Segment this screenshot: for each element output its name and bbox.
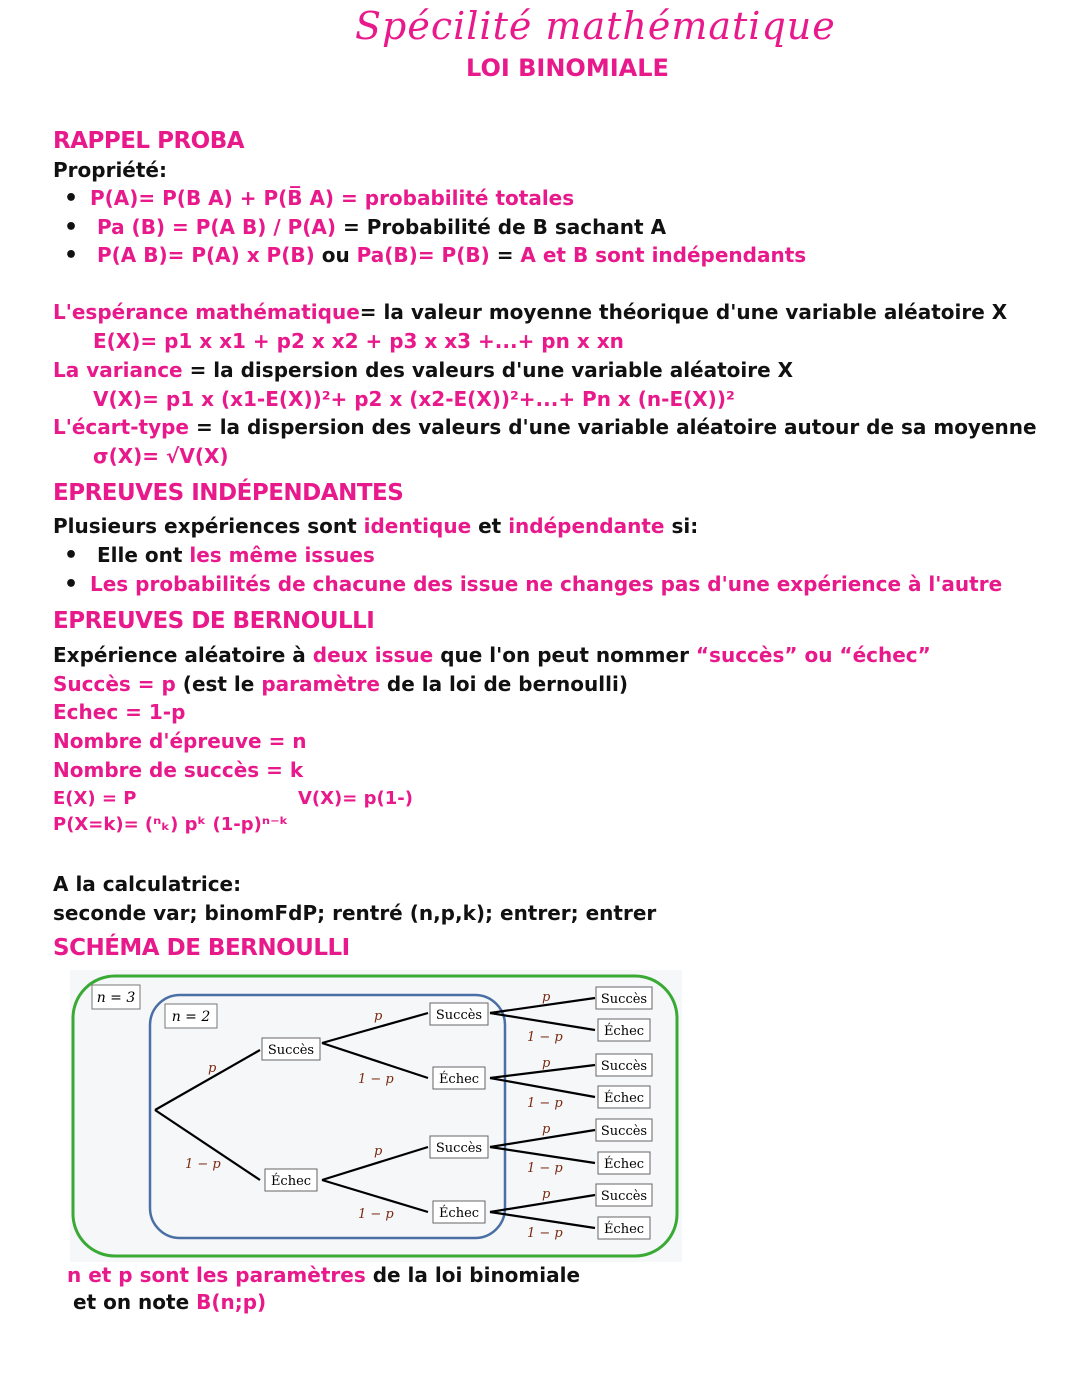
prob-q-1: 1 − p (185, 1157, 221, 1172)
section-bernoulli-heading: EPREUVES DE BERNOULLI (53, 608, 375, 634)
node-l3-1-label: Succès (600, 992, 648, 1007)
node-l3-6-label: Échec (603, 1157, 645, 1172)
section-rappel-heading: RAPPEL PROBA (53, 128, 245, 154)
section-independantes-heading: EPREUVES INDÉPENDANTES (53, 480, 404, 506)
ind-b2: Les probabilités de chacune des issue ne changes pas d'une expérience à l'autre (90, 572, 1003, 596)
page-subtitle: LOI BINOMIALE (466, 54, 669, 82)
n2-label: n = 2 (171, 1009, 211, 1025)
bern-l1-a: Expérience aléatoire à (53, 643, 306, 667)
bernoulli-nb-succes: Nombre de succès = k (53, 758, 304, 782)
node-l3-5-label: Succès (600, 1124, 648, 1139)
prob-p-3d: p (542, 1187, 551, 1202)
prob-p-2b: p (374, 1144, 383, 1159)
bern-l2-d: de la loi de bernoulli) (386, 672, 628, 696)
schema-footer-b: de la loi binomiale (372, 1263, 581, 1287)
ind-l1-a: Plusieurs expériences sont (53, 514, 357, 538)
bern-l1-b: deux issue (312, 643, 434, 667)
rappel-bullet-1 (64, 186, 574, 211)
variance-formula: V(X)= p1 x (x1-E(X))²+ p2 x (x2-E(X))²+...+ Pn x (n-E(X))² (93, 387, 735, 411)
ind-b1-b: les même issues (189, 543, 375, 567)
variance-def: = la dispersion des valeurs d'une variable aléatoire X (189, 358, 794, 382)
bernoulli-formula: P(X=k)= (ⁿₖ) pᵏ (1-p)ⁿ⁻ᵏ (53, 814, 289, 835)
ecart-type-line (53, 415, 1037, 439)
rappel-b2-formula: Pa (B) = P(A B) / P(A) (96, 215, 337, 239)
prob-p-3c: p (542, 1122, 551, 1137)
bern-l1-d: “succès” ou “échec” (695, 643, 931, 667)
node-l1-echec-label: Échec (270, 1174, 312, 1189)
prob-p-3a: p (542, 990, 551, 1005)
calc-steps: seconde var; binomFdP; rentré (n,p,k); entrer; entrer (53, 901, 657, 925)
variance-line (53, 358, 793, 382)
prob-p-1: p (208, 1061, 217, 1076)
rappel-b3-eq: = (496, 243, 514, 267)
ecart-type-term: L'écart-type (53, 415, 189, 439)
ind-l1-d: indépendante (508, 514, 665, 538)
bern-l2-b: (est le (182, 672, 255, 696)
prob-q-3c: 1 − p (527, 1161, 563, 1176)
rappel-b3-text: A et B sont indépendants (520, 243, 807, 267)
schema-footer-2 (73, 1290, 266, 1314)
prob-q-3d: 1 − p (527, 1226, 563, 1241)
node-l2-echec-1-label: Échec (438, 1072, 480, 1087)
schema-footer-d: B(n;p) (196, 1290, 267, 1314)
schema-footer-c: et on note (73, 1290, 190, 1314)
ind-l1-e: si: (671, 514, 699, 538)
rappel-b3-formula-1: P(A B)= P(A) x P(B) (96, 243, 315, 267)
rappel-b3-or: ou (321, 243, 350, 267)
page-title: Spécilité mathématique (355, 4, 836, 48)
prob-p-2a: p (374, 1009, 383, 1024)
rappel-b2-text: = Probabilité de B sachant A (343, 215, 667, 239)
prob-p-3b: p (542, 1056, 551, 1071)
node-l3-4-label: Échec (603, 1091, 645, 1106)
node-l3-2-label: Échec (603, 1024, 645, 1039)
node-l1-succes-label: Succès (267, 1043, 315, 1058)
node-l3-8-label: Échec (603, 1222, 645, 1237)
bernoulli-esperance: E(X) = P (53, 788, 137, 809)
bernoulli-tree-diagram (70, 970, 682, 1262)
rappel-bullet-3 (64, 243, 806, 268)
bernoulli-nb-epreuve: Nombre d'épreuve = n (53, 729, 307, 753)
bern-l2-c: paramètre (261, 672, 380, 696)
calc-label: A la calculatrice: (53, 872, 242, 896)
ecart-type-formula: σ(X)= √V(X) (93, 444, 229, 468)
bernoulli-line-1 (53, 643, 931, 667)
node-l2-echec-2-label: Échec (438, 1206, 480, 1221)
node-l3-3-label: Succès (600, 1059, 648, 1074)
rappel-bullet-2 (64, 215, 666, 240)
prob-q-2b: 1 − p (358, 1207, 394, 1222)
ecart-type-def: = la dispersion des valeurs d'une variable aléatoire autour de sa moyenne (195, 415, 1037, 439)
bern-l1-c: que l'on peut nommer (440, 643, 689, 667)
prob-q-2a: 1 − p (358, 1072, 394, 1087)
independantes-bullet-1 (64, 543, 375, 568)
rappel-b3-formula-2: Pa(B)= P(B) (356, 243, 490, 267)
section-schema-heading: SCHÉMA DE BERNOULLI (53, 935, 350, 961)
esperance-def: = la valeur moyenne théorique d'une variable aléatoire X (359, 300, 1008, 324)
variance-term: La variance (53, 358, 183, 382)
bernoulli-line-2 (53, 672, 628, 696)
bernoulli-echec: Echec = 1-p (53, 700, 186, 724)
schema-footer-1 (67, 1263, 580, 1287)
esperance-line (53, 300, 1007, 324)
n3-label: n = 3 (96, 990, 136, 1006)
ind-l1-c: et (478, 514, 502, 538)
schema-footer-a: n et p sont les paramètres (67, 1263, 366, 1287)
esperance-term: L'espérance mathématique (53, 300, 360, 324)
independantes-line-1 (53, 514, 698, 538)
bernoulli-variance: V(X)= p(1-) (298, 788, 413, 809)
node-l2-succes-2-label: Succès (435, 1141, 483, 1156)
rappel-b1-text: P(A)= P(B A) + P(B̅ A) = probabilité totales (90, 186, 575, 210)
node-l2-succes-1-label: Succès (435, 1008, 483, 1023)
independantes-bullet-2 (64, 572, 1002, 597)
prob-q-3a: 1 − p (527, 1030, 563, 1045)
prob-q-3b: 1 − p (527, 1096, 563, 1111)
node-l3-7-label: Succès (600, 1189, 648, 1204)
bern-l2-a: Succès = p (53, 672, 176, 696)
propriete-label: Propriété: (53, 158, 167, 182)
ind-l1-b: identique (363, 514, 472, 538)
ind-b1-a: Elle ont (96, 543, 183, 567)
esperance-formula: E(X)= p1 x x1 + p2 x x2 + p3 x x3 +...+ pn x xn (93, 329, 624, 353)
